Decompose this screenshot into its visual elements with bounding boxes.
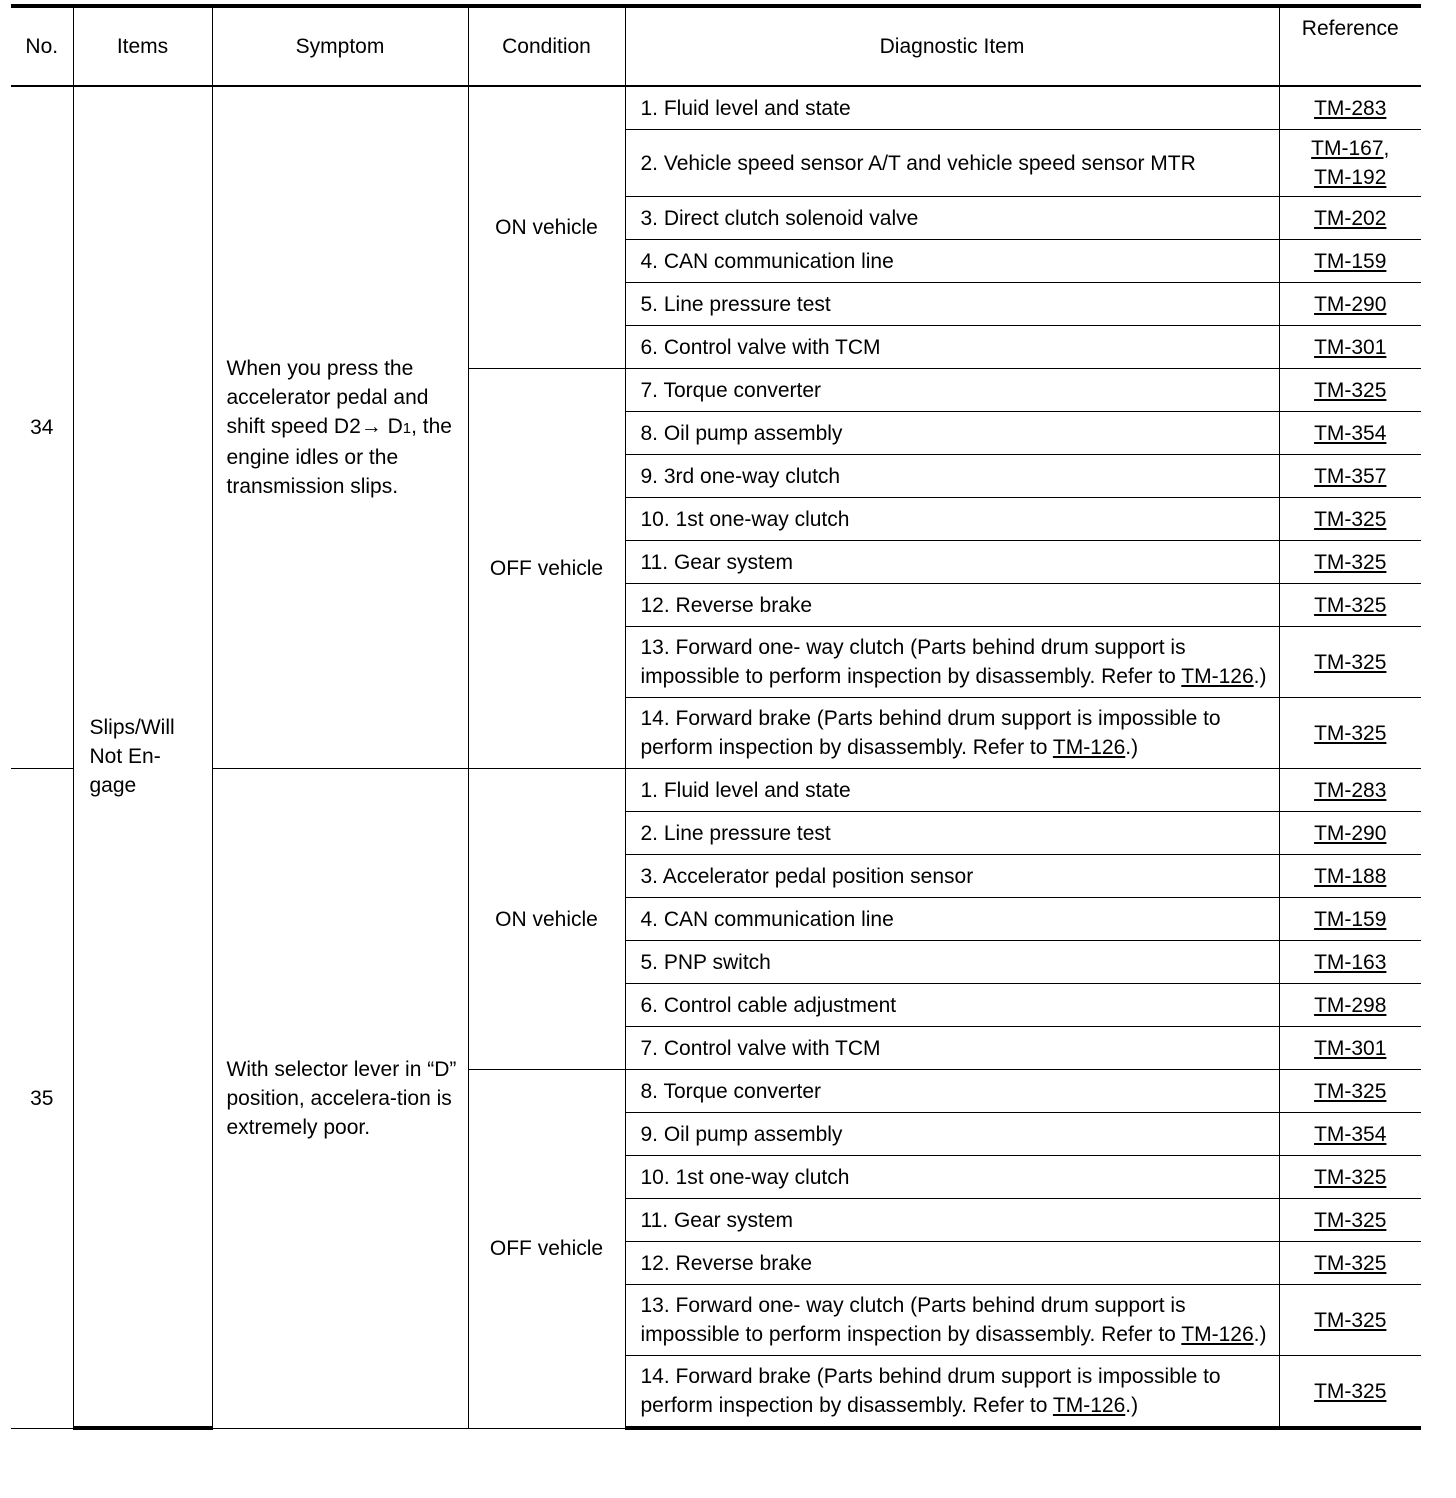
reference-cell [1279, 1070, 1421, 1113]
diagnostic-item-text: 1. Fluid level and state [640, 96, 851, 120]
reference-cell [1279, 498, 1421, 541]
diagnostic-item [625, 984, 1279, 1027]
reference-link[interactable]: TM-202 [1314, 206, 1387, 230]
table-body [11, 86, 1421, 1428]
symptom-text: With selector lever in “D” position, accelera-tion is extremely poor. [226, 1057, 457, 1139]
reference-link[interactable]: TM-325 [1314, 1208, 1387, 1232]
reference-link[interactable]: TM-163 [1314, 950, 1387, 974]
diagnostic-item-tail: .) [1125, 1394, 1139, 1417]
reference-link[interactable]: TM-159 [1314, 249, 1387, 273]
reference-link[interactable]: TM-325 [1314, 721, 1387, 745]
reference-link[interactable]: TM-325 [1314, 1251, 1387, 1275]
diagnostic-item-text: 14. Forward brake (Parts behind drum support is impossible to perform inspection by disassembly. Refer to [640, 707, 1221, 759]
diagnostic-item-text: 5. PNP switch [640, 950, 771, 974]
diagnostic-item-text: 3. Direct clutch solenoid valve [640, 206, 919, 230]
reference-cell [1279, 412, 1421, 455]
reference-link[interactable]: TM-325 [1314, 1308, 1387, 1332]
reference-link[interactable]: TM-325 [1314, 650, 1387, 674]
diagnostic-item-text: 7. Control valve with TCM [640, 1036, 881, 1060]
header-symptom: Symptom [212, 6, 468, 86]
condition-label: ON vehicle [495, 216, 598, 239]
reference-link[interactable]: TM-325 [1314, 593, 1387, 617]
table-row [11, 86, 1421, 130]
diagnostic-item [625, 130, 1279, 197]
reference-cell [1279, 86, 1421, 130]
header-items: Items [73, 6, 212, 86]
diagnostic-item [625, 1285, 1279, 1356]
diagnostic-item-tail: .) [1125, 736, 1139, 759]
diagnostic-item [625, 584, 1279, 627]
reference-cell [1279, 698, 1421, 769]
diagnostic-item [625, 1027, 1279, 1070]
header-condition: Condition [468, 6, 625, 86]
condition-label: OFF vehicle [489, 557, 604, 580]
reference-cell [1279, 283, 1421, 326]
reference-link[interactable]: TM-167 [1311, 137, 1384, 160]
diagnostic-item-text: 11. Gear system [640, 550, 793, 574]
diagnostic-item-tail: .) [1253, 1323, 1267, 1346]
diagnostic-item [625, 240, 1279, 283]
symptom-cell [212, 769, 468, 1429]
reference-cell [1279, 455, 1421, 498]
header-no: No. [11, 6, 73, 86]
reference-cell [1279, 812, 1421, 855]
header-diagnostic-item: Diagnostic Item [625, 6, 1279, 86]
reference-cell [1279, 1156, 1421, 1199]
diagnostic-item [625, 1356, 1279, 1429]
reference-cell [1279, 984, 1421, 1027]
diagnostic-item [625, 541, 1279, 584]
reference-cell [1279, 326, 1421, 369]
reference-link[interactable]: TM-357 [1314, 464, 1387, 488]
reference-cell [1279, 898, 1421, 941]
diagnostic-item-text: 7. Torque converter [640, 378, 822, 402]
row-number-text: 35 [30, 1086, 54, 1110]
diagnostic-item [625, 326, 1279, 369]
diagnostic-item-text: 9. 3rd one-way clutch [640, 464, 841, 488]
reference-link[interactable]: TM-290 [1314, 821, 1387, 845]
condition-label: OFF vehicle [489, 1237, 604, 1261]
diagnostic-item [625, 769, 1279, 812]
condition-cell [468, 86, 625, 369]
reference-cell [1279, 627, 1421, 698]
reference-link[interactable]: TM-354 [1314, 1122, 1387, 1146]
diagnostic-item [625, 1242, 1279, 1285]
reference-cell [1279, 1356, 1421, 1429]
diagnostic-item-text: 13. Forward one- way clutch (Parts behind drum support is impossible to perform inspection by disassembly. Refer to [640, 1294, 1186, 1346]
diagnostic-item [625, 855, 1279, 898]
diagnosis-table [11, 4, 1421, 1430]
reference-link[interactable]: TM-354 [1314, 421, 1387, 445]
table-row [11, 769, 1421, 812]
diagnostic-item [625, 627, 1279, 698]
diagnostic-item-text: 9. Oil pump assembly [640, 1122, 843, 1146]
diagnostic-item-tail: .) [1253, 665, 1267, 688]
diagnostic-item [625, 1113, 1279, 1156]
reference-cell [1279, 1113, 1421, 1156]
diagnostic-item-text: 4. CAN communication line [640, 249, 894, 273]
diagnostic-item-text: 2. Vehicle speed sensor A/T and vehicle speed sensor MTR [640, 151, 1196, 175]
reference-link[interactable]: TM-192 [1314, 166, 1387, 189]
diagnostic-item-text: 2. Line pressure test [640, 821, 831, 845]
reference-link-inline[interactable]: TM-126 [1052, 1394, 1126, 1417]
diagnosis-table-page [11, 4, 1421, 1430]
items-label: Slips/Will Not En-gage [89, 716, 175, 797]
diagnostic-item-text: 5. Line pressure test [640, 292, 831, 316]
diagnostic-item-text: 8. Oil pump assembly [640, 421, 843, 445]
symptom-text: When you press the accelerator pedal and shift speed D2 [226, 357, 429, 438]
reference-link[interactable]: TM-325 [1314, 1379, 1387, 1403]
diagnostic-item [625, 369, 1279, 412]
diagnostic-item-text: 13. Forward one- way clutch (Parts behind drum support is impossible to perform inspection by disassembly. Refer to [640, 636, 1186, 688]
diagnostic-item-text: 3. Accelerator pedal position sensor [640, 864, 974, 888]
diagnostic-item-text: 12. Reverse brake [640, 1251, 813, 1275]
reference-cell [1279, 240, 1421, 283]
reference-link[interactable]: TM-325 [1314, 507, 1387, 531]
condition-cell [468, 369, 625, 769]
reference-link[interactable]: TM-283 [1314, 778, 1387, 802]
symptom-text-tail: , the engine idles or the transmission slips. [226, 415, 452, 498]
diagnostic-item [625, 455, 1279, 498]
reference-cell [1279, 1199, 1421, 1242]
diagnostic-item [625, 412, 1279, 455]
reference-cell: TM-167, TM-192 [1279, 130, 1421, 197]
diagnostic-item [625, 1156, 1279, 1199]
condition-cell [468, 1070, 625, 1429]
diagnostic-item [625, 941, 1279, 984]
diagnostic-item-text: 10. 1st one-way clutch [640, 507, 850, 531]
symptom-cell [212, 86, 468, 769]
arrow-icon: → [360, 415, 382, 438]
condition-label: ON vehicle [495, 907, 598, 931]
diagnostic-item-text: 6. Control cable adjustment [640, 993, 897, 1017]
reference-link[interactable]: TM-301 [1314, 1036, 1387, 1060]
diagnostic-item [625, 283, 1279, 326]
reference-cell [1279, 197, 1421, 240]
diagnostic-item [625, 498, 1279, 541]
diagnostic-item [625, 898, 1279, 941]
diagnostic-item-text: 12. Reverse brake [640, 593, 813, 617]
reference-link[interactable]: TM-325 [1314, 1079, 1387, 1103]
diagnostic-item-text: 8. Torque converter [640, 1079, 822, 1103]
header-reference: Reference [1279, 6, 1421, 86]
row-number-text: 34 [30, 416, 54, 439]
table-header [11, 6, 1421, 86]
diagnostic-item-text: 6. Control valve with TCM [640, 335, 881, 359]
reference-link-inline[interactable]: TM-126 [1052, 736, 1126, 759]
diagnostic-item-text: 4. CAN communication line [640, 907, 894, 931]
diagnostic-item [625, 86, 1279, 130]
reference-link[interactable]: TM-325 [1314, 378, 1387, 402]
reference-cell [1279, 855, 1421, 898]
reference-link-inline[interactable]: TM-126 [1181, 665, 1254, 688]
reference-link[interactable]: TM-188 [1314, 864, 1387, 888]
reference-link[interactable]: TM-325 [1314, 1165, 1387, 1189]
row-number [11, 86, 73, 769]
reference-cell [1279, 1242, 1421, 1285]
reference-link[interactable]: TM-301 [1314, 335, 1387, 359]
reference-cell [1279, 1027, 1421, 1070]
symptom-gear-subscript: 1 [402, 420, 412, 437]
reference-link-inline[interactable]: TM-126 [1181, 1323, 1254, 1346]
reference-link[interactable]: TM-283 [1314, 96, 1387, 120]
reference-link[interactable]: TM-298 [1314, 993, 1387, 1017]
reference-link[interactable]: TM-290 [1314, 292, 1387, 316]
reference-cell [1279, 769, 1421, 812]
diagnostic-item [625, 1199, 1279, 1242]
condition-cell [468, 769, 625, 1070]
diagnostic-item-text: 10. 1st one-way clutch [640, 1165, 850, 1189]
diagnostic-item [625, 812, 1279, 855]
diagnostic-item-text: 14. Forward brake (Parts behind drum support is impossible to perform inspection by disassembly. Refer to [640, 1365, 1221, 1417]
reference-cell [1279, 1285, 1421, 1356]
reference-cell [1279, 541, 1421, 584]
items-cell [73, 86, 212, 1428]
reference-cell [1279, 584, 1421, 627]
diagnostic-item [625, 197, 1279, 240]
diagnostic-item [625, 698, 1279, 769]
reference-link[interactable]: TM-159 [1314, 907, 1387, 931]
diagnostic-item-text: 1. Fluid level and state [640, 778, 851, 802]
reference-cell [1279, 369, 1421, 412]
symptom-gear: D [381, 415, 403, 438]
diagnostic-item [625, 1070, 1279, 1113]
diagnostic-item-text: 11. Gear system [640, 1208, 793, 1232]
reference-cell [1279, 941, 1421, 984]
row-number [11, 769, 73, 1429]
reference-link[interactable]: TM-325 [1314, 550, 1387, 574]
